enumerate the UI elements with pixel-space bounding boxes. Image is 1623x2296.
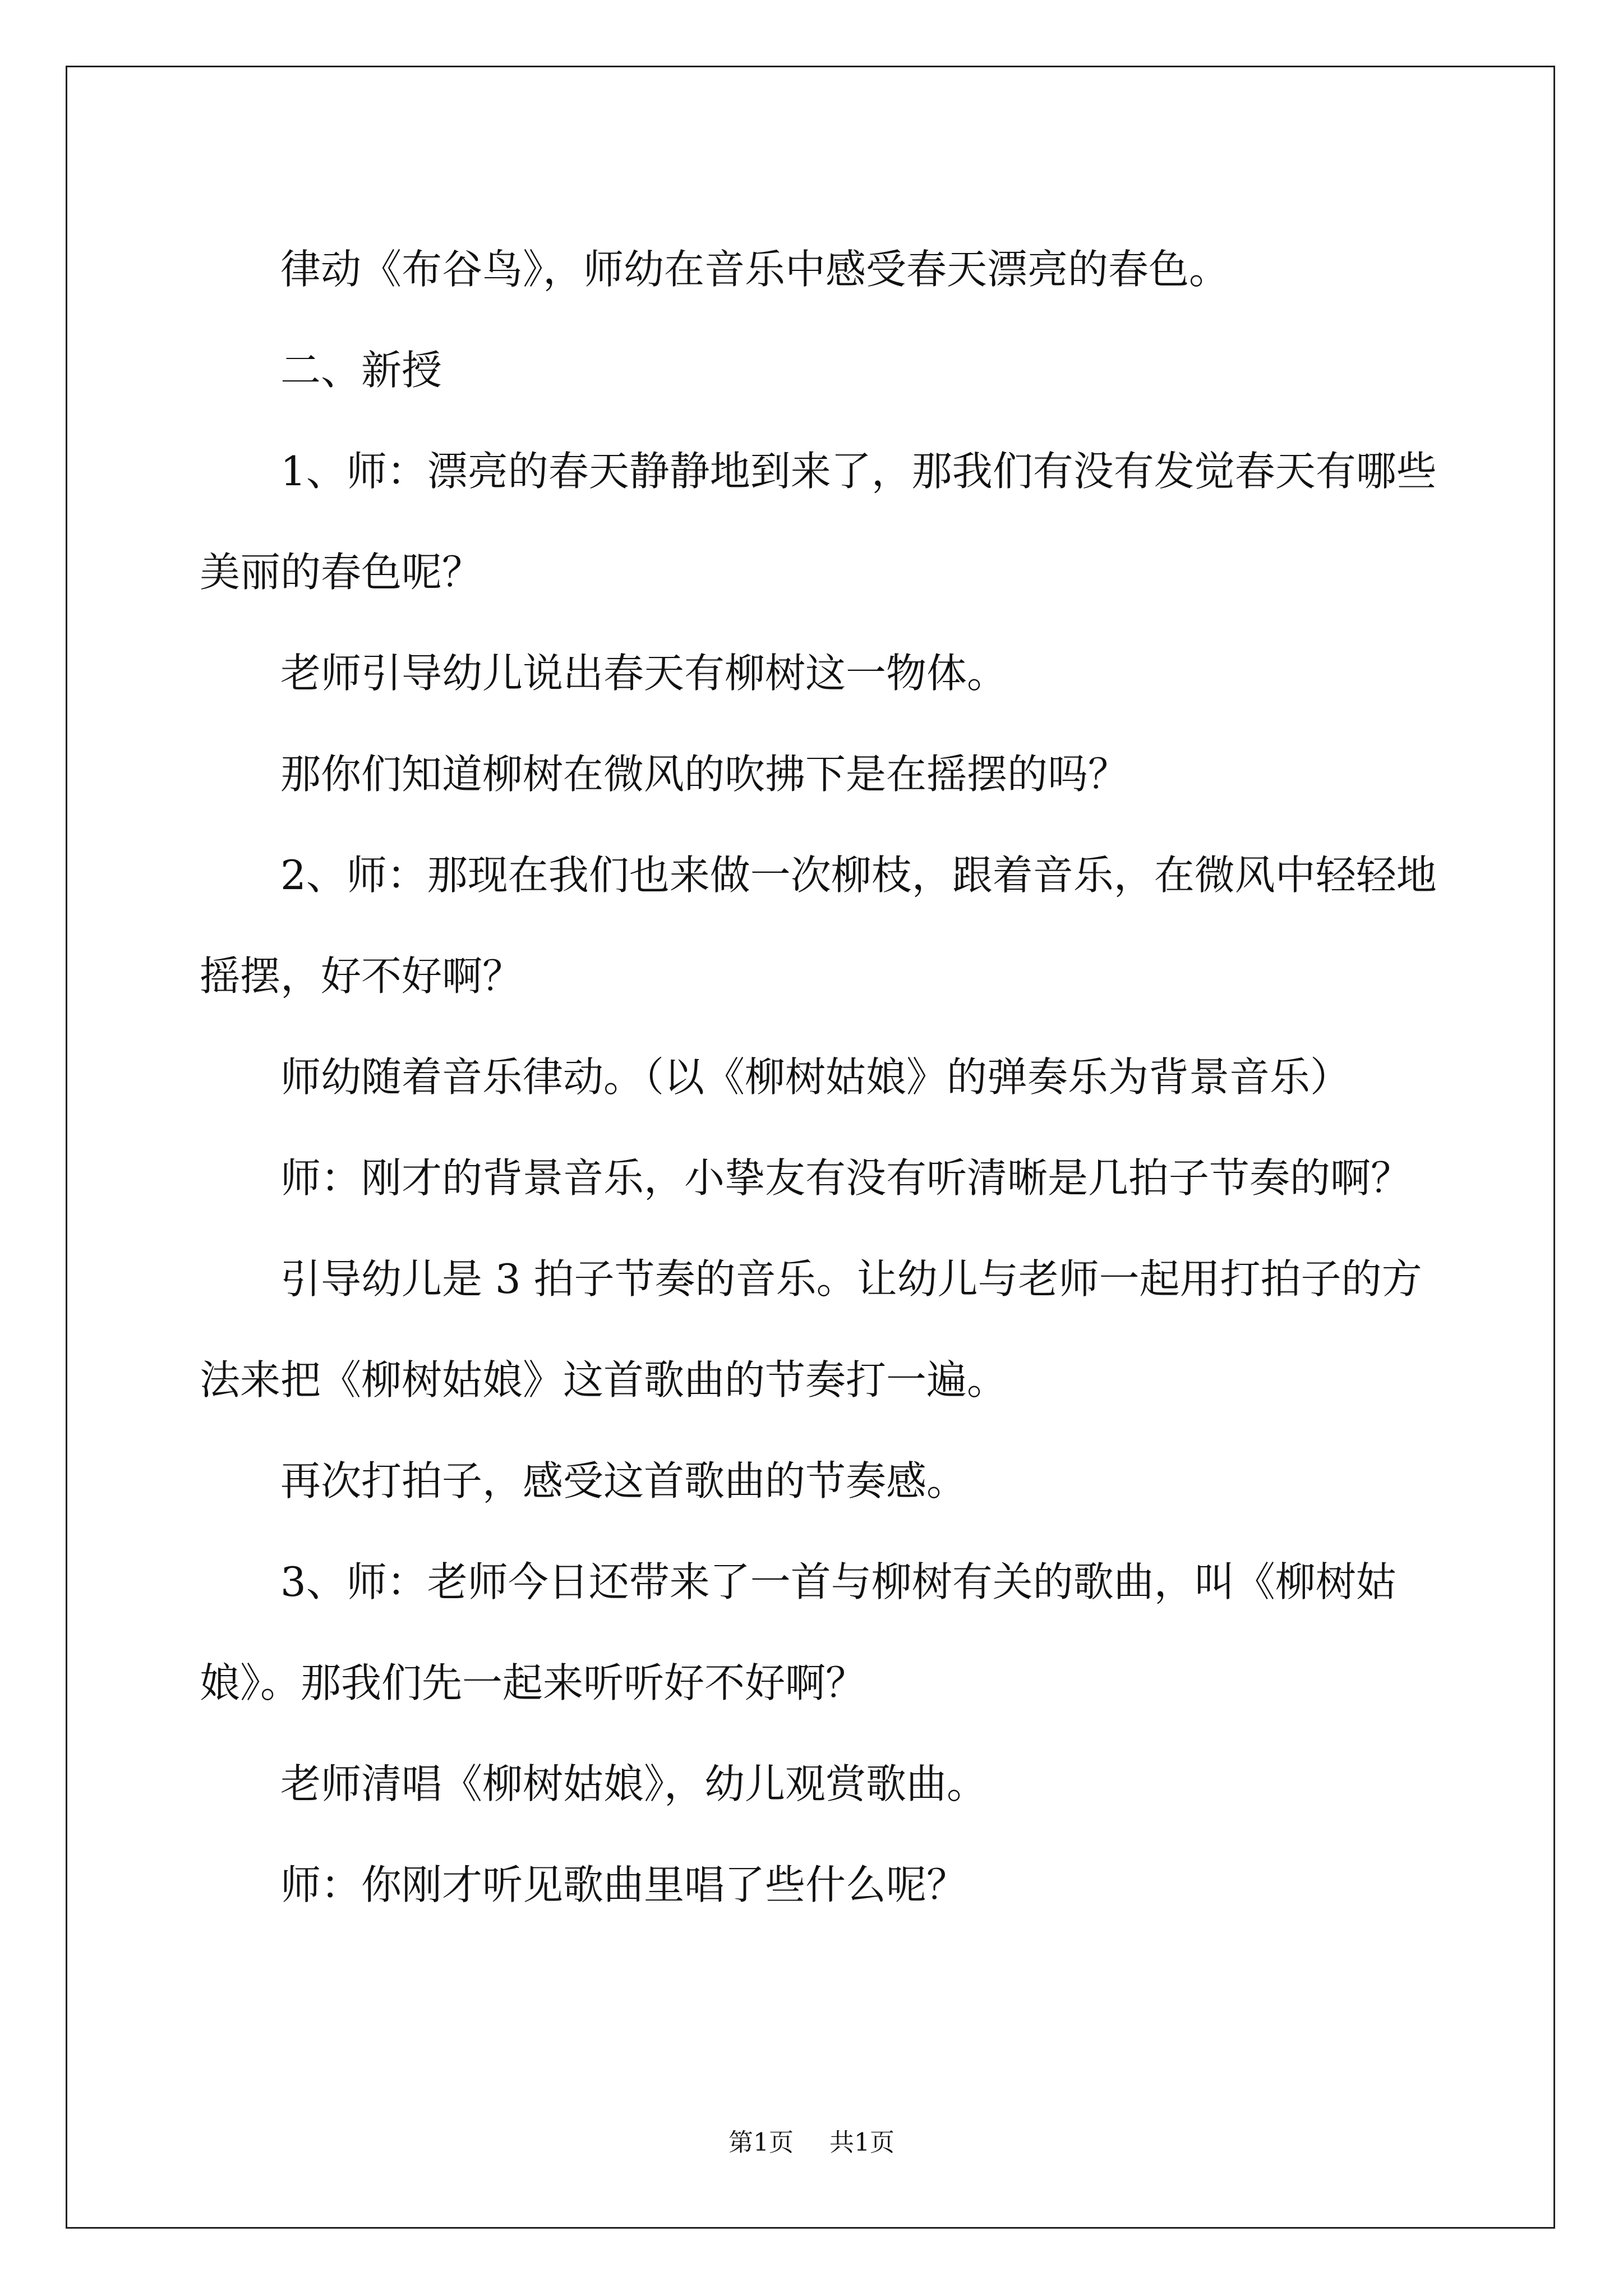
page-number-total: 共1页 bbox=[829, 2128, 895, 2157]
paragraph bbox=[200, 1834, 1422, 1935]
section-heading: 二、新授 bbox=[280, 347, 442, 394]
paragraph-line: 老师引导幼儿说出春天有柳树这一物体。 bbox=[280, 650, 1008, 697]
paragraph-line: 法来把《柳树姑娘》这首歌曲的节奏打一遍。 bbox=[200, 1356, 1008, 1404]
paragraph-line: 2、师：那现在我们也来做一次柳枝，跟着音乐，在微风中轻轻地 bbox=[280, 852, 1437, 899]
page-footer bbox=[0, 2126, 1623, 2160]
paragraph-line: 美丽的春色呢？ bbox=[200, 549, 483, 596]
paragraph-line: 引导幼儿是 3 拍子节奏的音乐。让幼儿与老师一起用打拍子的方 bbox=[280, 1255, 1422, 1303]
paragraph-line: 那你们知道柳树在微风的吹拂下是在摇摆的吗？ bbox=[280, 751, 1129, 798]
paragraph-line: 师幼随着音乐律动。（以《柳树姑娘》的弹奏乐为背景音乐） bbox=[280, 1053, 1351, 1101]
paragraph bbox=[200, 219, 1422, 320]
paragraph-line: 再次打拍子，感受这首歌曲的节奏感。 bbox=[280, 1457, 967, 1504]
paragraph bbox=[200, 1128, 1422, 1228]
paragraph-line: 1、师：漂亮的春天静静地到来了，那我们有没有发觉春天有哪些 bbox=[280, 448, 1437, 495]
page-number-current: 第1页 bbox=[728, 2128, 794, 2157]
paragraph-line: 娘》。那我们先一起来听听好不好啊？ bbox=[200, 1659, 866, 1706]
paragraph bbox=[200, 724, 1422, 825]
paragraph bbox=[200, 1027, 1422, 1128]
paragraph bbox=[200, 1531, 1422, 1733]
paragraph-line: 摇摆，好不好啊？ bbox=[200, 953, 523, 1000]
paragraph bbox=[200, 320, 1422, 421]
paragraph-line: 师：刚才的背景音乐，小挚友有没有听清晰是几拍子节奏的啊？ bbox=[280, 1154, 1412, 1202]
paragraph bbox=[200, 421, 1437, 623]
paragraph bbox=[200, 623, 1422, 724]
paragraph-line: 3、师：老师今日还带来了一首与柳树有关的歌曲，叫《柳树姑 bbox=[280, 1558, 1396, 1605]
paragraph-line: 律动《布谷鸟》，师幼在音乐中感受春天漂亮的春色。 bbox=[280, 246, 1230, 293]
document-body bbox=[200, 219, 1437, 1935]
paragraph-line: 师：你刚才听见歌曲里唱了些什么呢？ bbox=[280, 1861, 967, 1908]
paragraph bbox=[200, 1733, 1422, 1834]
paragraph-line: 老师清唱《柳树姑娘》，幼儿观赏歌曲。 bbox=[280, 1760, 988, 1807]
paragraph bbox=[200, 1430, 1422, 1531]
paragraph bbox=[200, 1228, 1422, 1430]
paragraph bbox=[200, 825, 1437, 1027]
